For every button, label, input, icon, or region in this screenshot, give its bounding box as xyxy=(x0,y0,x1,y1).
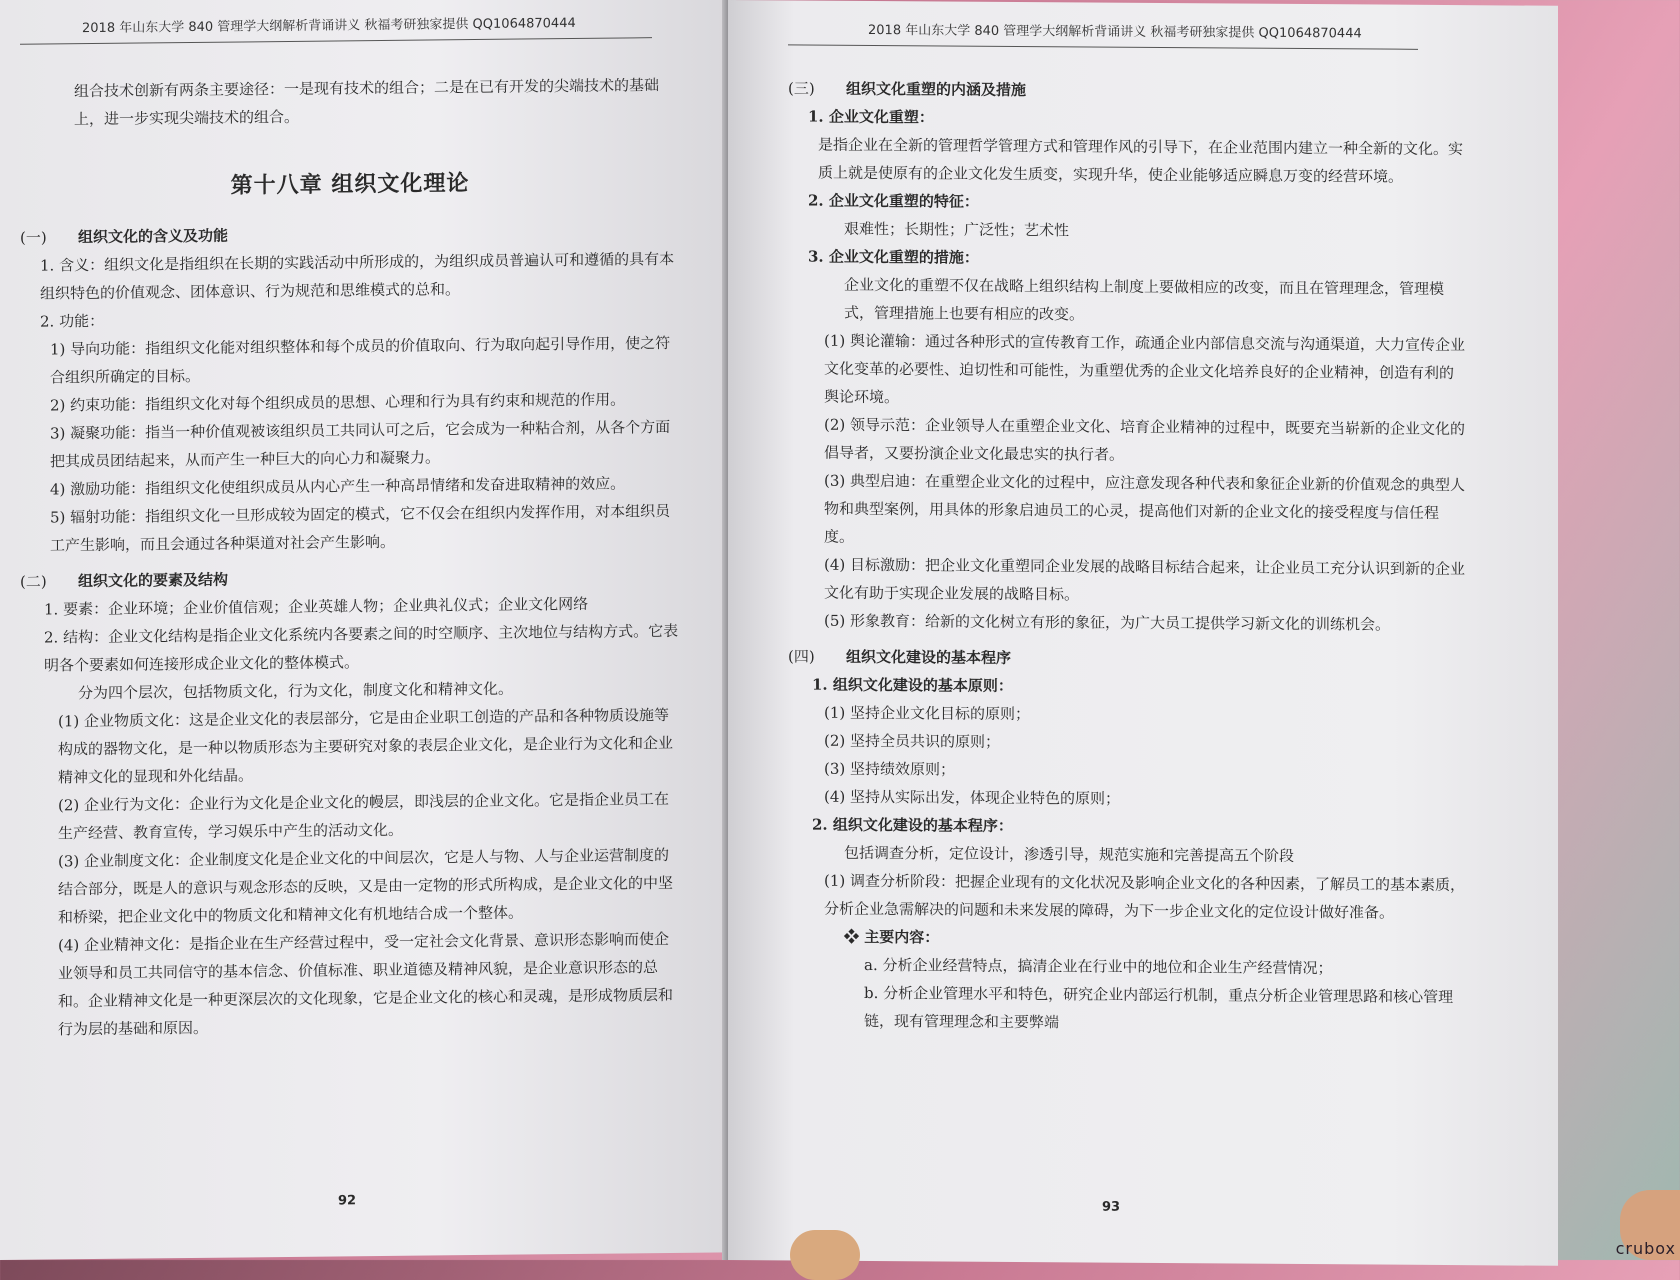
list-item: 1. 含义：组织文化是指组织在长期的实践活动中所形成的，为组织成员普遍认可和遵循的具有本组织特色的价值观念、团体意识、行为规范和思维模式的总和。 xyxy=(40,249,675,303)
paragraph: 企业文化的重塑不仅在战略上组织结构上制度上要做相应的改变，而且在管理理念，管理模式，管理措施上也要有相应的改变。 xyxy=(844,275,1445,324)
section-number: (二) xyxy=(20,572,47,591)
section-number: (四) xyxy=(788,647,815,666)
list-item: 1) 导向功能：指组织文化能对组织整体和每个成员的价值取向、行为取向起引导作用，使之符合组织所确定的目标。 xyxy=(50,333,671,387)
list-item: 2. 组织文化建设的基本程序： xyxy=(812,815,1013,835)
list-item: 3. 企业文化重塑的措施： xyxy=(808,247,979,267)
paragraph: 是指企业在全新的管理哲学管理方式和管理作风的引导下，在企业范围内建立一种全新的文化。实质上就是使原有的企业文化发生质变，实现升华，使企业能够适应瞬息万变的经营环境。 xyxy=(818,135,1464,186)
list-item: 4) 激励功能：指组织文化使组织成员从内心产生一种高昂情绪和发奋进取精神的效应。 xyxy=(50,474,626,499)
paragraph: 艰难性；长期性；广泛性；艺术性 xyxy=(844,219,1070,240)
list-item: (5) 形象教育：给新的文化树立有形的象征，为广大员工提供学习新文化的训练机会。 xyxy=(824,611,1391,634)
paragraph: 包括调查分析，定位设计，渗透引导，规范实施和完善提高五个阶段 xyxy=(844,843,1295,865)
page-header: 2018 年山东大学 840 管理学大纲解析背诵讲义 秋福考研独家提供 QQ1064870444 xyxy=(868,22,1362,42)
list-item: a. 分析企业经营特点，搞清企业在行业中的地位和企业生产经营情况； xyxy=(864,955,1333,978)
section-title: 组织文化的含义及功能 xyxy=(78,226,229,247)
list-item: (1) 企业物质文化：这是企业文化的表层部分，它是由企业职工创造的产品和各种物质设施等构成的器物文化，是一种以物质形态为主要研究对象的表层企业文化，是企业行为文化和企业精神文化的显现和外化结晶。 xyxy=(58,705,674,787)
section-number: (一) xyxy=(20,228,47,247)
list-item: (1) 调查分析阶段：把握企业现有的文化状况及影响企业文化的各种因素，了解员工的基本素质，分析企业急需解决的问题和未来发展的障碍，为下一步企业文化的定位设计做好准备。 xyxy=(824,871,1466,922)
section-title: 组织文化重塑的内涵及措施 xyxy=(846,79,1027,100)
list-item: 1. 组织文化建设的基本原则： xyxy=(812,675,1013,695)
list-item: ❖ 主要内容： xyxy=(844,927,940,947)
list-item: (4) 目标激励：把企业文化重塑同企业发展的战略目标结合起来，让企业员工充分认识到新的企业文化有助于实现企业发展的战略目标。 xyxy=(824,555,1466,604)
list-item: (2) 领导示范：企业领导人在重塑企业文化、培育企业精神的过程中，既要充当崭新的企业文化的倡导者，又要扮演企业文化最忠实的执行者。 xyxy=(824,415,1466,464)
page-header: 2018 年山东大学 840 管理学大纲解析背诵讲义 秋福考研独家提供 QQ1064870444 xyxy=(82,15,576,37)
list-item: 分为四个层次，包括物质文化，行为文化，制度文化和精神文化。 xyxy=(78,679,514,703)
list-item: (1) 舆论灌输：通过各种形式的宣传教育工作，疏通企业内部信息交流与沟通渠道，大力宣传企业文化变革的必要性、迫切性和可能性，为重塑优秀的企业文化培养良好的企业精神，创造有利的舆论环境。 xyxy=(824,331,1466,407)
page-number: 93 xyxy=(1102,1199,1121,1215)
list-item: 5) 辐射功能：指组织文化一旦形成较为固定的模式，它不仅会在组织内发挥作用，对本组织员工产生影响，而且会通过各种渠道对社会产生影响。 xyxy=(50,501,671,555)
list-item: (1) 坚持企业文化目标的原则； xyxy=(824,703,1031,724)
watermark: crubox xyxy=(1615,1239,1676,1258)
list-item: (3) 典型启迪：在重塑企业文化的过程中，应注意发现各种代表和象征企业新的价值观念的典型人物和典型案例，用具体的形象启迪员工的心灵，提高他们对新的企业文化的接受程度与信任程度。 xyxy=(824,471,1466,546)
list-item: (4) 企业精神文化：是指企业在生产经营过程中，受一定社会文化背景、意识形态影响而使企业领导和员工共同信守的基本信念、价值标准、职业道德及精神风貌，是企业意识形态的总和。企业精神文化是一种更深层次的文化现象，它是企业文化的核心和灵魂，是形成物质层和行为层的基础和原因。 xyxy=(58,929,674,1039)
left-content xyxy=(20,71,680,1044)
header-rule xyxy=(20,37,652,45)
list-item: 2. 企业文化重塑的特征： xyxy=(808,191,979,211)
list-item: 2) 约束功能：指组织文化对每个组织成员的思想、心理和行为具有约束和规范的作用。 xyxy=(50,390,626,415)
header-rule xyxy=(788,44,1418,49)
list-item: (2) 企业行为文化：企业行为文化是企业文化的幔层，即浅层的企业文化。它是指企业员工在生产经营、教育宣传，学习娱乐中产生的活动文化。 xyxy=(58,789,670,843)
list-item: (4) 坚持从实际出发，体现企业特色的原则； xyxy=(824,787,1121,808)
left-page xyxy=(0,0,728,1260)
list-item: (2) 坚持全员共识的原则； xyxy=(824,731,1001,751)
list-item: 2. 功能： xyxy=(40,311,105,331)
section-number: (三) xyxy=(788,79,815,98)
list-item: 3) 凝聚功能：指当一种价值观被该组织员工共同认可之后，它会成为一种粘合剂，从各个方面把其成员团结起来，从而产生一种巨大的向心力和凝聚力。 xyxy=(50,417,671,471)
right-page xyxy=(728,0,1558,1266)
list-item: 1. 要素：企业环境；企业价值信观；企业英雄人物；企业典礼仪式；企业文化网络 xyxy=(44,594,589,619)
chapter-title: 第十八章 组织文化理论 xyxy=(230,170,470,199)
list-item: b. 分析企业管理水平和特色，研究企业内部运行机制，重点分析企业管理思路和核心管理链，现有管理理念和主要弊端 xyxy=(864,983,1454,1032)
thumb-photo-artifact xyxy=(790,1230,860,1280)
section-title: 组织文化的要素及结构 xyxy=(78,570,229,591)
intro-paragraph: 组合技术创新有两条主要途径：一是现有技术的组合；二是在已有开发的尖端技术的基础上，进一步实现尖端技术的组合。 xyxy=(74,76,660,129)
list-item: (3) 坚持绩效原则； xyxy=(824,759,956,779)
right-content xyxy=(788,74,1468,1039)
list-item: (3) 企业制度文化：企业制度文化是企业文化的中间层次，它是人与物、人与企业运营制度的结合部分，既是人的意识与观念形态的反映，又是由一定物的形式所构成，是企业文化的中坚和桥梁，把企业文化中的物质文化和精神文化有机地结合成一个整体。 xyxy=(58,845,674,927)
list-item: 2. 结构：企业文化结构是指企业文化系统内各要素之间的时空顺序、主次地位与结构方式。它表明各个要素如何连接形成企业文化的整体模式。 xyxy=(44,621,679,675)
list-item: 1. 企业文化重塑： xyxy=(808,107,934,127)
section-title: 组织文化建设的基本程序 xyxy=(846,647,1012,667)
page-number: 92 xyxy=(338,1193,357,1209)
